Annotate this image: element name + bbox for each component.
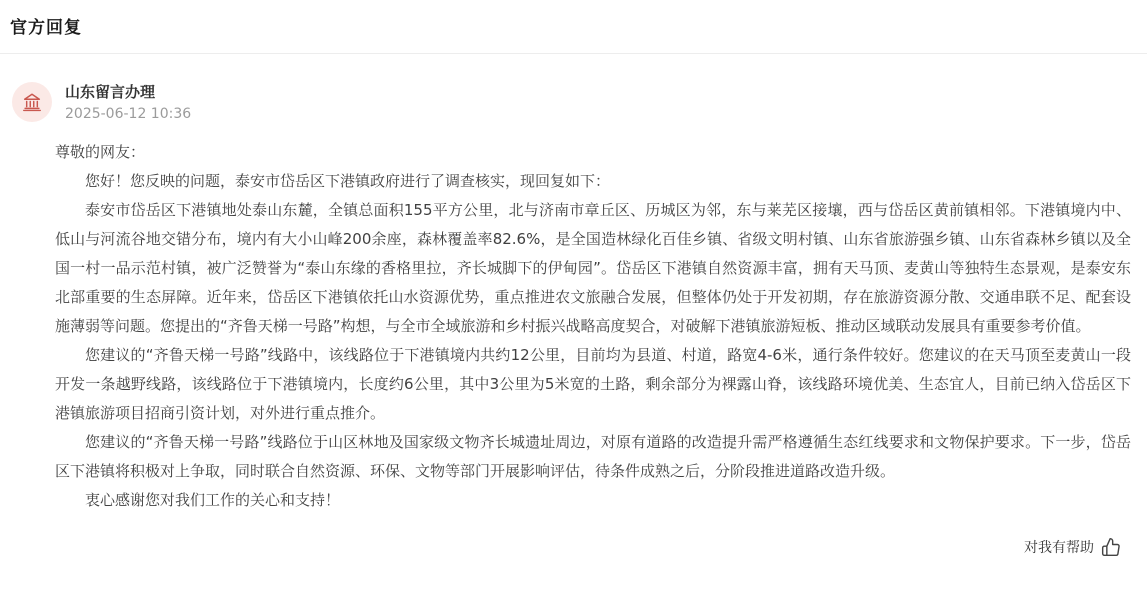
avatar [12, 82, 52, 122]
government-building-icon [21, 91, 43, 113]
helpful-button[interactable] [1024, 537, 1121, 557]
reply-paragraph: 尊敬的网友： [55, 143, 146, 161]
reply-timestamp: 2025-06-12 10:36 [65, 106, 192, 122]
reply-footer [0, 537, 1147, 557]
reply-paragraph: 衷心感谢您对我们工作的关心和支持！ [85, 491, 341, 509]
reply-paragraph: 您建议的“齐鲁天梯一号路”线路位于山区林地及国家级文物齐长城遗址周边，对原有道路的改造提升需严格遵循生态红线要求和文物保护要求。下一步，岱岳区下港镇将积极对上争取，同时联合自然资源、环保、文物等部门开展影响评估，待条件成熟之后，分阶段推进道路改造升级。 [55, 433, 1131, 480]
reply-body [55, 138, 1131, 515]
reply-header [0, 82, 1147, 123]
reply-paragraph: 您建议的“齐鲁天梯一号路”线路中，该线路位于下港镇境内共约12公里，目前均为县道、村道，路宽4-6米，通行条件较好。您建议的在天马顶至麦黄山一段开发一条越野线路，该线路位于下港镇境内，长度约6公里，其中3公里为5米宽的土路，剩余部分为裸露山脊，该线路环境优美、生态宜人，目前已纳入岱岳区下港镇旅游项目招商引资计划，对外进行重点推介。 [55, 346, 1131, 422]
page-header [0, 0, 1147, 54]
page-title: 官方回复 [10, 18, 82, 38]
author-name: 山东留言办理 [65, 83, 156, 101]
helpful-label: 对我有帮助 [1024, 540, 1094, 556]
thumbs-up-icon [1101, 537, 1121, 557]
official-reply-card [0, 54, 1147, 557]
reply-paragraph: 泰安市岱岳区下港镇地处泰山东麓，全镇总面积155平方公里，北与济南市章丘区、历城区为邻，东与莱芜区接壤，西与岱岳区黄前镇相邻。下港镇境内中、低山与河流谷地交错分布，境内有大小山峰200余座，森林覆盖率82.6%，是全国造林绿化百佳乡镇、省级文明村镇、山东省旅游强乡镇、山东省森林乡镇以及全国一村一品示范村镇，被广泛赞誉为“泰山东缘的香格里拉，齐长城脚下的伊甸园”。岱岳区下港镇自然资源丰富，拥有天马顶、麦黄山等独特生态景观，是泰安东北部重要的生态屏障。近年来，岱岳区下港镇依托山水资源优势，重点推进农文旅融合发展，但整体仍处于开发初期，存在旅游资源分散、交通串联不足、配套设施薄弱等问题。您提出的“齐鲁天梯一号路”构想，与全市全域旅游和乡村振兴战略高度契合，对破解下港镇旅游短板、推动区域联动发展具有重要参考价值。 [55, 201, 1131, 335]
author-block [65, 82, 191, 123]
reply-paragraph: 您好！您反映的问题，泰安市岱岳区下港镇政府进行了调查核实，现回复如下： [85, 172, 611, 190]
